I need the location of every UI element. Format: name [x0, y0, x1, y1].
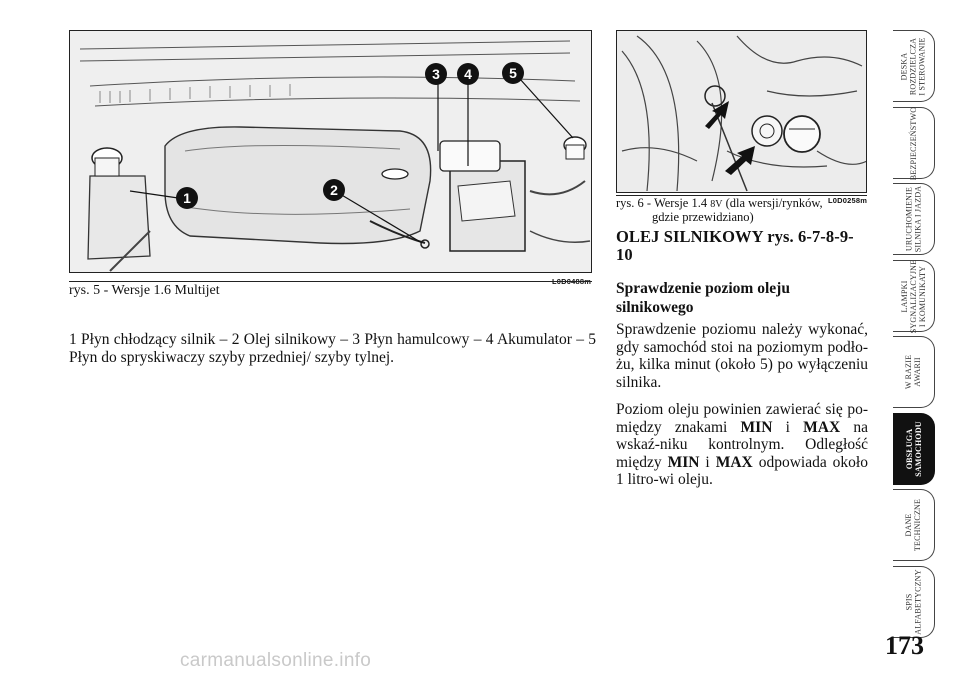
figure6-caption-line1: rys. 6 - Wersje 1.4 8V (dla wersji/rynków,	[616, 196, 823, 210]
svg-text:5: 5	[509, 65, 517, 81]
svg-text:1: 1	[183, 190, 191, 206]
tab-deska-rozdzielcza[interactable]: DESKA ROZDZIELCZA I STEROWANIE	[893, 30, 935, 102]
section-title: OLEJ SILNIKOWY rys. 6-7-8-9-10	[616, 227, 854, 264]
tab-lampki[interactable]: LAMPKI SYGNALIZACYJNE I KOMUNIKATY	[893, 260, 935, 332]
oil-section	[616, 228, 868, 499]
tab-obsluga-samochodu[interactable]: OBSŁUGA SAMOCHODU	[893, 413, 935, 485]
figure-engine-bay-multijet	[69, 30, 592, 273]
oil-dipstick-illustration	[617, 31, 867, 193]
section-subtitle: Sprawdzenie poziom oleju silnikowego	[616, 280, 790, 316]
tab-uruchomienie[interactable]: URUCHOMIENIE SILNIKA I JAZDA	[893, 183, 935, 255]
figure6-caption	[616, 195, 867, 224]
tab-w-razie-awarii[interactable]: W RAZIE AWARII	[893, 336, 935, 408]
figure-oil-dipstick	[616, 30, 867, 193]
callout-2	[323, 179, 345, 201]
engine-bay-illustration	[70, 31, 592, 273]
svg-text:2: 2	[330, 182, 338, 198]
tab-dane-techniczne[interactable]: DANE TECHNICZNE	[893, 489, 935, 561]
figure5-caption: rys. 5 - Wersje 1.6 Multijet	[69, 281, 592, 299]
watermark: carmanualsonline.info	[180, 650, 372, 671]
svg-text:4: 4	[464, 66, 472, 82]
page-number: 173	[885, 631, 924, 660]
figure6-code: L0D0258m	[828, 196, 868, 205]
paragraph-1: Sprawdzenie poziomu należy wykonać, gdy samochód stoi na poziomym podło-żu, kilka minut (około 5) po wyłączeniu silnika.	[616, 321, 868, 391]
callout-4	[457, 63, 479, 85]
figure6-caption-line2: gdzie przewidziano)	[652, 210, 754, 224]
callout-3	[425, 63, 447, 85]
callout-1	[176, 187, 198, 209]
tab-bezpieczenstwo[interactable]: BEZPIECZEŃSTWO	[893, 107, 935, 179]
figure5-legend: 1 Płyn chłodzący silnik – 2 Olej silnikowy – 3 Płyn hamulcowy – 4 Akumulator – 5 Płyn do spryskiwaczy szyby przedniej/ szyby tylnej.	[69, 331, 596, 366]
callout-5	[502, 62, 524, 84]
paragraph-2: Poziom oleju powinien zawierać się po-między znakami MIN i MAX na wskaź-niku kontrolnym. Odległość między MIN i MAX odpowiada około 1 litro-wi oleju.	[616, 401, 869, 488]
figure5-code: L0D0488m	[552, 277, 592, 286]
tab-spis-alfabetyczny[interactable]: SPIS ALFABETYCZNY	[893, 566, 935, 638]
svg-text:3: 3	[432, 66, 440, 82]
